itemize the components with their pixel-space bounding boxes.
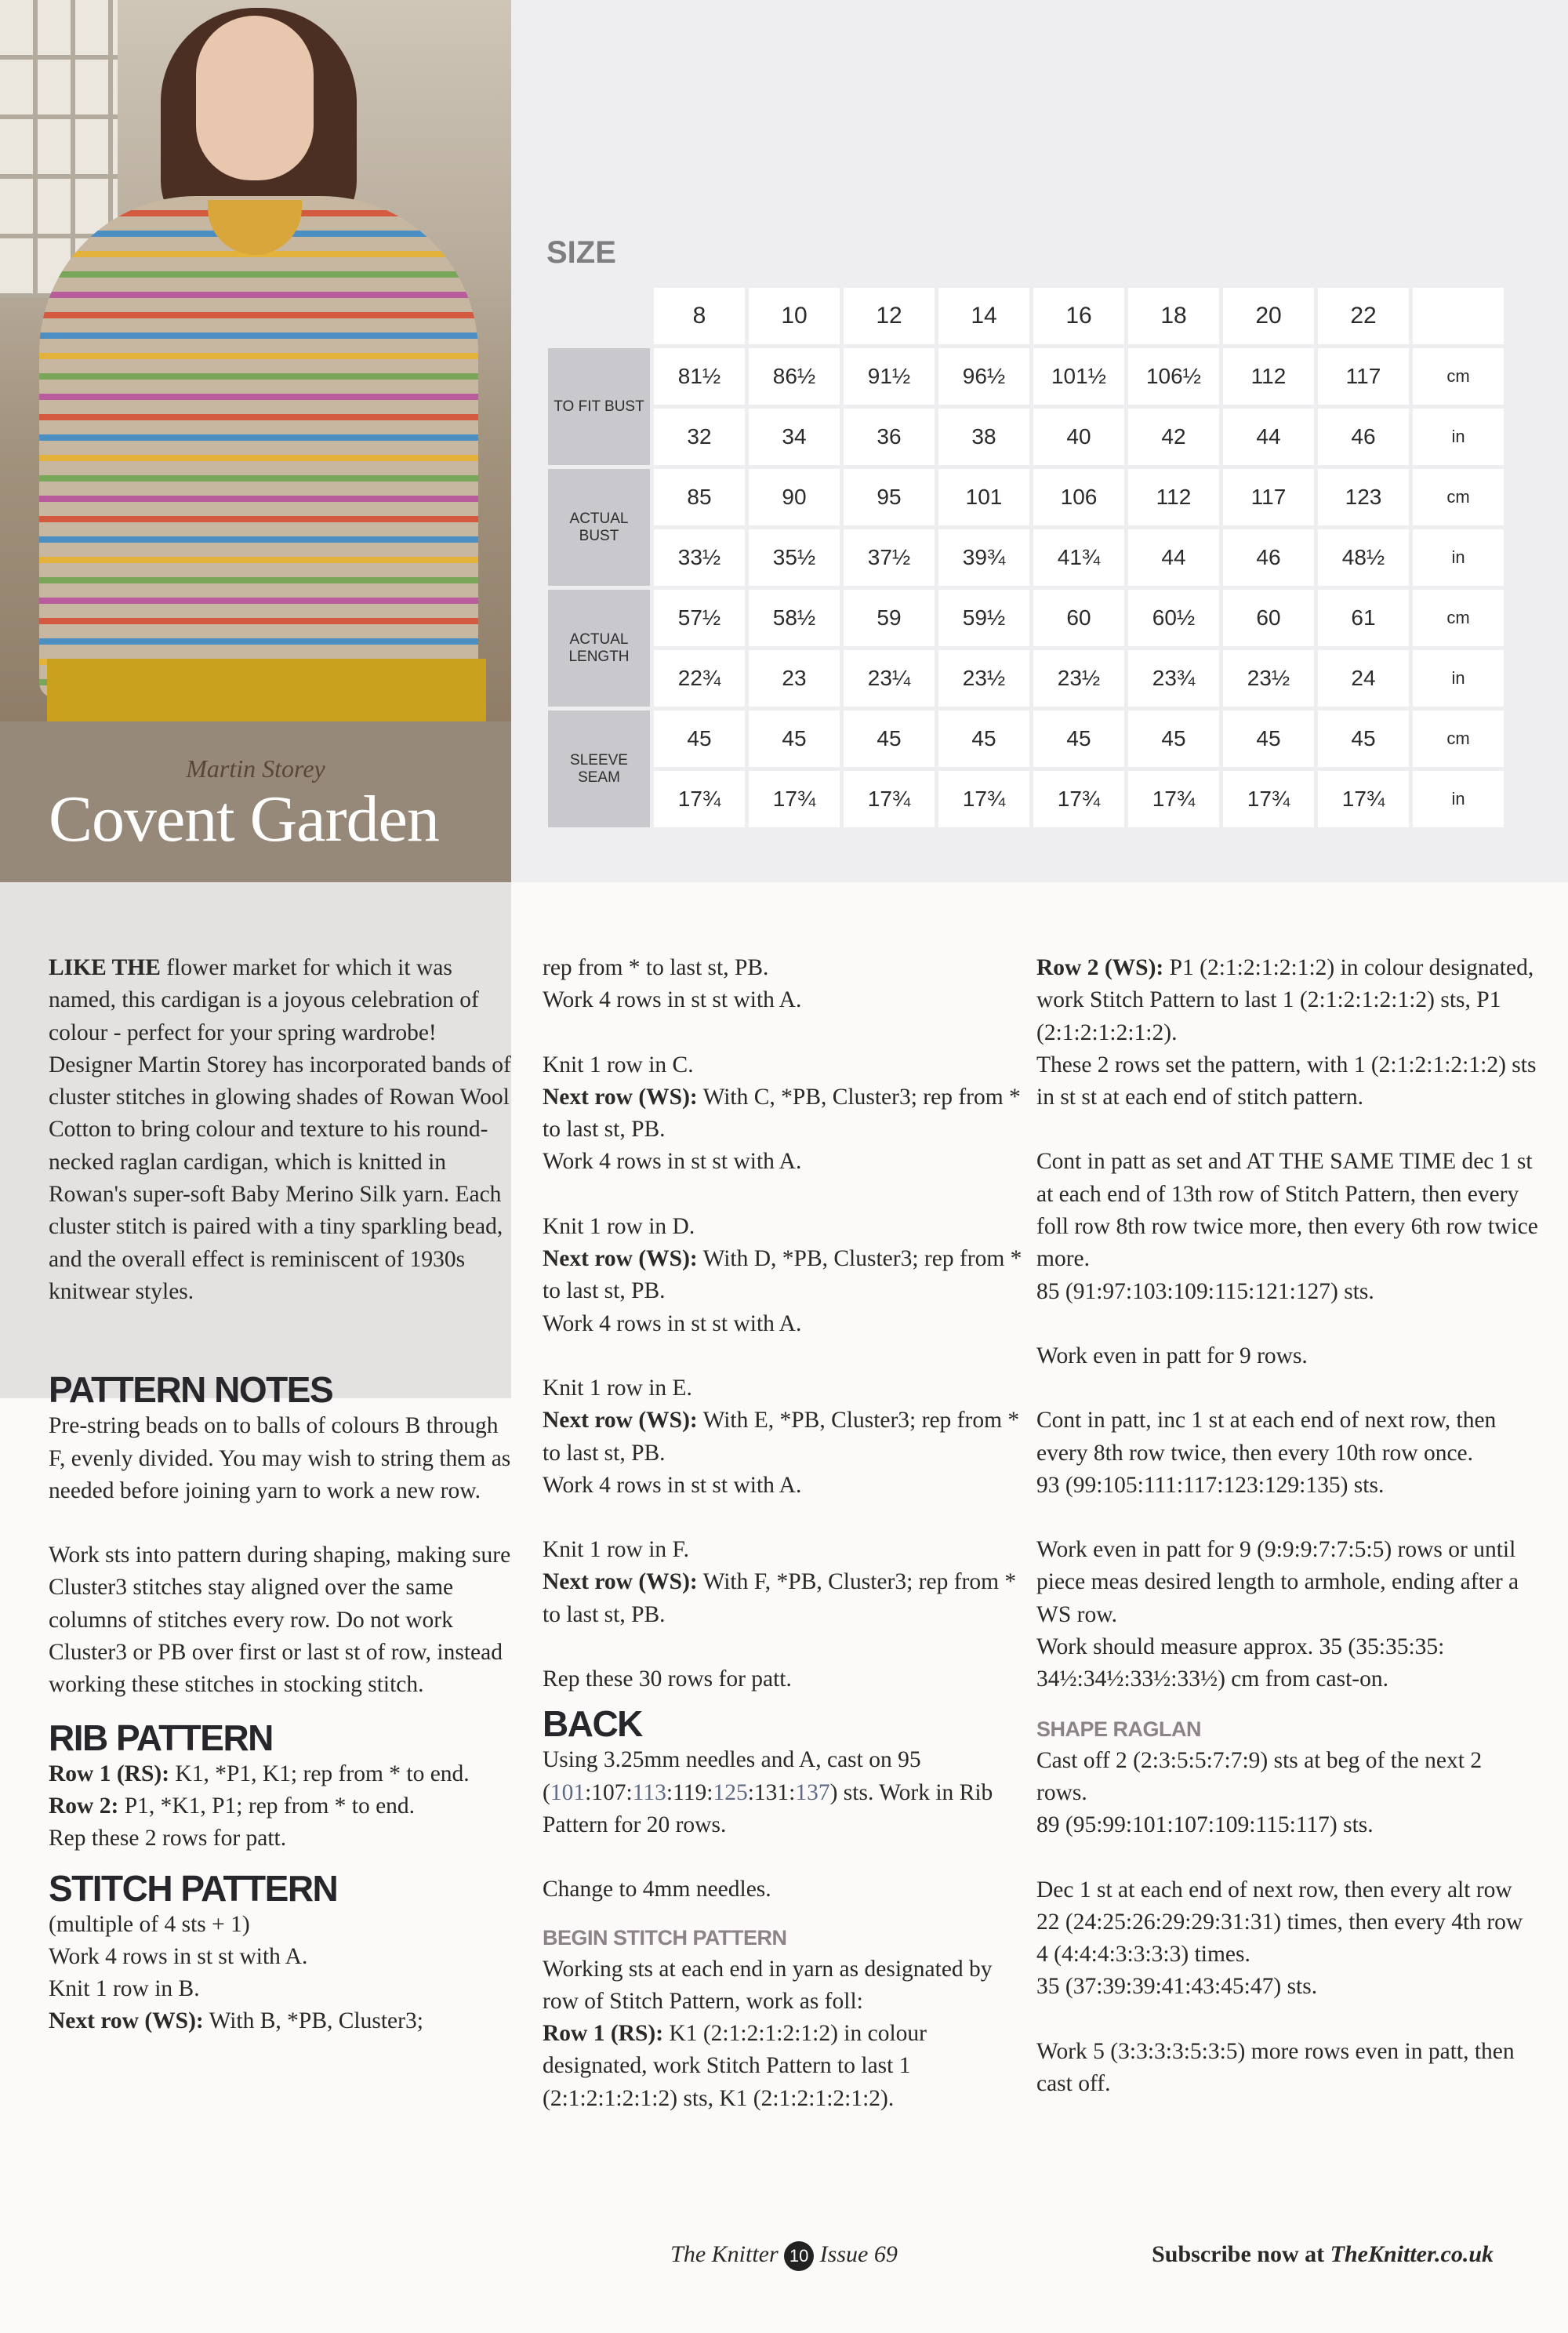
stitch-f-knit: Knit 1 row in F. — [543, 1537, 689, 1563]
stitch-repeat: Rep these 30 rows for patt. — [543, 1666, 792, 1692]
size-cell: 58½ — [749, 590, 840, 646]
size-cell: 61 — [1318, 590, 1409, 646]
begin-stitch-heading: BEGIN STITCH PATTERN — [543, 1925, 787, 1950]
size-header-cell: 12 — [844, 288, 935, 344]
striped-cardigan — [39, 196, 478, 698]
size-cell: 45 — [1033, 710, 1124, 767]
size-row — [548, 529, 1504, 586]
size-cell: 85 — [654, 469, 745, 525]
size-cell: 45 — [1128, 710, 1219, 767]
unit-cell: in — [1413, 771, 1504, 827]
measurement-label: ACTUAL BUST — [548, 469, 650, 586]
column-1 — [49, 952, 519, 2038]
size-cell: 23½ — [938, 650, 1029, 707]
raglan-cast-off: Cast off 2 (2:3:5:5:7:7:9) sts at beg of the next 2 rows. — [1036, 1747, 1483, 1805]
unit-cell: cm — [1413, 590, 1504, 646]
pattern-notes-p1: Pre-string beads on to balls of colours B through F, evenly divided. You may wish to string them as needed before joining yarn to work a new row. — [49, 1413, 511, 1503]
size-cell: 90 — [749, 469, 840, 525]
size-cell: 42 — [1128, 409, 1219, 465]
stitch-multiple: (multiple of 4 sts + 1) — [49, 1911, 250, 1937]
stitch-f-next: Next row (WS): With F, *PB, Cluster3; rep from * to last st, PB. — [543, 1569, 1017, 1627]
size-row — [548, 590, 1504, 646]
size-cell: 32 — [654, 409, 745, 465]
size-row — [548, 650, 1504, 707]
size-cell: 45 — [938, 710, 1029, 767]
size-cell: 22¾ — [654, 650, 745, 707]
size-cell: 101½ — [1033, 348, 1124, 405]
subscribe-line: Subscribe now at TheKnitter.co.uk — [1152, 2241, 1494, 2267]
size-cell: 46 — [1223, 529, 1314, 586]
size-cell: 17¾ — [749, 771, 840, 827]
size-row — [548, 771, 1504, 827]
size-cell: 46 — [1318, 409, 1409, 465]
stitch-c-next: Next row (WS): With C, *PB, Cluster3; rep from * to last st, PB. — [543, 1084, 1021, 1143]
page-number: 10 — [784, 2241, 814, 2271]
cont-dec-text: Cont in patt as set and AT THE SAME TIME dec 1 st at each end of 13th row of Stitch Pattern, then every foll row 8th row twice more, then every 6th row twice more. — [1036, 1149, 1538, 1272]
size-cell: 96½ — [938, 348, 1029, 405]
unit-cell: in — [1413, 529, 1504, 586]
pattern-title: Covent Garden — [49, 783, 439, 856]
back-cast-on: Using 3.25mm needles and A, cast on 95 (101:107:113:119:125:131:137) sts. Work in Rib Pattern for 20 rows. — [543, 1747, 993, 1837]
size-cell: 37½ — [844, 529, 935, 586]
size-cell: 60½ — [1128, 590, 1219, 646]
size-row — [548, 710, 1504, 767]
rib-repeat: Rep these 2 rows for patt. — [49, 1826, 287, 1852]
raglan-dec-sts: 35 (37:39:39:41:43:45:47) sts. — [1036, 1974, 1318, 2000]
size-cell: 23¼ — [844, 650, 935, 707]
size-cell: 41¾ — [1033, 529, 1124, 586]
stitch-line-2: Knit 1 row in B. — [49, 1976, 200, 2002]
size-cell: 59½ — [938, 590, 1029, 646]
stitch-c-knit: Knit 1 row in C. — [543, 1052, 694, 1077]
raglan-dec: Dec 1 st at each end of next row, then every alt row 22 (24:25:26:29:29:31:31) times, then every 4th row 4 (4:4:4:3:3:3:3) times. — [1036, 1877, 1523, 1968]
rib-row-1: Row 1 (RS): K1, *P1, K1; rep from * to end. — [49, 1761, 470, 1786]
stitch-c-work: Work 4 rows in st st with A. — [543, 1149, 802, 1175]
size-cell: 101 — [938, 469, 1029, 525]
size-cell: 45 — [749, 710, 840, 767]
issue-number: Issue 69 — [819, 2241, 898, 2267]
size-header-cell: 22 — [1318, 288, 1409, 344]
unit-cell: in — [1413, 409, 1504, 465]
column-2 — [543, 952, 1029, 2115]
stitch-e-knit: Knit 1 row in E. — [543, 1375, 692, 1401]
size-cell: 24 — [1318, 650, 1409, 707]
size-cell: 45 — [1318, 710, 1409, 767]
stitch-e-work: Work 4 rows in st st with A. — [543, 1472, 802, 1498]
measurement-label: TO FIT BUST — [548, 348, 650, 465]
intro-text: flower market for which it was named, this cardigan is a joyous celebration of colour - perfect for your spring wardrobe! Designer Martin Storey has incorporated bands of cluster stitches in glowing shades of Rowan Wool Cotton to bring colour and texture to his round-necked raglan cardigan, which is knitted in Rowan's super-soft Baby Merino Silk yarn. Each cluster stitch is paired with a tiny sparkling bead, and the overall effect is reminiscent of 1930s knitwear styles. — [49, 955, 511, 1304]
unit-cell: cm — [1413, 348, 1504, 405]
size-cell: 45 — [654, 710, 745, 767]
size-header-cell: 16 — [1033, 288, 1124, 344]
size-cell: 112 — [1223, 348, 1314, 405]
shape-raglan-heading: SHAPE RAGLAN — [1036, 1717, 1202, 1741]
rib-row-2: Row 2: P1, *K1, P1; rep from * to end. — [49, 1793, 416, 1819]
unit-cell: in — [1413, 650, 1504, 707]
size-cell: 60 — [1223, 590, 1314, 646]
size-cell: 106 — [1033, 469, 1124, 525]
measurement-label: ACTUAL LENGTH — [548, 590, 650, 707]
size-cell: 117 — [1318, 348, 1409, 405]
back-row-2: Row 2 (WS): P1 (2:1:2:1:2:1:2) in colour designated, work Stitch Pattern to last 1 (2:1:2:1:2:1:2) sts, P1 (2:1:2:1:2:1:2). — [1036, 955, 1534, 1045]
size-header-cell: 8 — [654, 288, 745, 344]
measure-text: Work should measure approx. 35 (35:35:35: 34½:34½:33½:33½) cm from cast-on. — [1036, 1634, 1445, 1692]
stitch-d-work: Work 4 rows in st st with A. — [543, 1310, 802, 1336]
size-cell: 38 — [938, 409, 1029, 465]
magazine-name: The Knitter — [670, 2241, 779, 2267]
size-header-cell: 10 — [749, 288, 840, 344]
size-cell: 23½ — [1033, 650, 1124, 707]
size-row — [548, 469, 1504, 525]
unit-cell: cm — [1413, 710, 1504, 767]
size-header-cell: 20 — [1223, 288, 1314, 344]
size-cell: 45 — [844, 710, 935, 767]
size-cell: 123 — [1318, 469, 1409, 525]
unit-header-cell — [1413, 288, 1504, 344]
column-3 — [1036, 952, 1538, 2100]
stitch-line-1: Work 4 rows in st st with A. — [49, 1943, 308, 1969]
size-cell: 23½ — [1223, 650, 1314, 707]
size-header-cell: 18 — [1128, 288, 1219, 344]
size-header-cell: 14 — [938, 288, 1029, 344]
size-cell: 17¾ — [844, 771, 935, 827]
size-cell: 44 — [1223, 409, 1314, 465]
size-cell: 48½ — [1318, 529, 1409, 586]
size-cell: 35½ — [749, 529, 840, 586]
size-cell: 45 — [1223, 710, 1314, 767]
cont-dec-sts: 85 (91:97:103:109:115:121:127) sts. — [1036, 1278, 1374, 1304]
stitch-next-row-b: Next row (WS): With B, *PB, Cluster3; — [49, 2008, 423, 2034]
stitch-b-rep: rep from * to last st, PB. — [543, 955, 769, 980]
stitch-d-next: Next row (WS): With D, *PB, Cluster3; rep from * to last st, PB. — [543, 1246, 1022, 1304]
size-cell: 81½ — [654, 348, 745, 405]
size-cell: 106½ — [1128, 348, 1219, 405]
raglan-cast-off-sts: 89 (95:99:101:107:109:115:117) sts. — [1036, 1812, 1374, 1838]
size-cell: 112 — [1128, 469, 1219, 525]
website-link[interactable]: TheKnitter.co.uk — [1330, 2241, 1494, 2267]
size-cell: 39¾ — [938, 529, 1029, 586]
size-heading: SIZE — [546, 235, 616, 270]
back-heading: BACK — [543, 1703, 642, 1745]
back-row-1: Row 1 (RS): K1 (2:1:2:1:2:1:2) in colour designated, work Stitch Pattern to last 1 (2:1:2:1:2:1:2) sts, K1 (2:1:2:1:2:1:2). — [543, 2021, 927, 2111]
size-cell: 17¾ — [654, 771, 745, 827]
size-row — [548, 409, 1504, 465]
size-cell: 59 — [844, 590, 935, 646]
stitch-d-knit: Knit 1 row in D. — [543, 1213, 695, 1239]
size-cell: 57½ — [654, 590, 745, 646]
stitch-b-work: Work 4 rows in st st with A. — [543, 987, 802, 1013]
designer-name: Martin Storey — [186, 754, 325, 783]
intro-lead: LIKE THE — [49, 955, 161, 980]
unit-cell: cm — [1413, 469, 1504, 525]
rib-pattern-heading: RIB PATTERN — [49, 1717, 273, 1758]
size-header-row — [548, 288, 1504, 344]
size-cell: 17¾ — [1223, 771, 1314, 827]
size-row — [548, 348, 1504, 405]
row-set-text: These 2 rows set the pattern, with 1 (2:1:2:1:2:1:2) sts in st st at each end of stitch pattern. — [1036, 1052, 1537, 1110]
stitch-pattern-heading: STITCH PATTERN — [49, 1867, 338, 1909]
size-cell: 23¾ — [1128, 650, 1219, 707]
size-cell: 33½ — [654, 529, 745, 586]
size-cell: 40 — [1033, 409, 1124, 465]
size-cell: 17¾ — [938, 771, 1029, 827]
work-even-1: Work even in patt for 9 rows. — [1036, 1343, 1308, 1368]
size-cell: 95 — [844, 469, 935, 525]
pattern-notes-heading: PATTERN NOTES — [49, 1369, 333, 1411]
size-cell: 36 — [844, 409, 935, 465]
size-cell: 44 — [1128, 529, 1219, 586]
back-needles: Change to 4mm needles. — [543, 1877, 771, 1902]
work-even-2: Work even in patt for 9 (9:9:9:7:7:5:5) rows or until piece meas desired length to armhole, ending after a WS row. — [1036, 1537, 1519, 1627]
size-cell: 17¾ — [1318, 771, 1409, 827]
size-cell: 91½ — [844, 348, 935, 405]
size-cell: 60 — [1033, 590, 1124, 646]
intro-paragraph — [49, 952, 519, 1308]
size-cell: 86½ — [749, 348, 840, 405]
measurement-label: SLEEVE SEAM — [548, 710, 650, 827]
size-cell: 17¾ — [1033, 771, 1124, 827]
size-cell: 17¾ — [1128, 771, 1219, 827]
cont-inc-sts: 93 (99:105:111:117:123:129:135) sts. — [1036, 1472, 1385, 1498]
begin-stitch-text: Working sts at each end in yarn as designated by row of Stitch Pattern, work as foll: — [543, 1956, 993, 2014]
size-cell: 23 — [749, 650, 840, 707]
yellow-skirt — [47, 659, 486, 721]
stitch-e-next: Next row (WS): With E, *PB, Cluster3; rep from * to last st, PB. — [543, 1408, 1020, 1466]
final-rows: Work 5 (3:3:3:3:5:3:5) more rows even in patt, then cast off. — [1036, 2038, 1515, 2097]
model-photo — [0, 0, 511, 721]
size-cell: 34 — [749, 409, 840, 465]
size-table — [544, 284, 1508, 831]
pattern-notes-p2: Work sts into pattern during shaping, making sure Cluster3 stitches stay aligned over the same columns of stitches every row. Do not work Cluster3 or PB over first or last st of row, instead working these stitches in stocking stitch. — [49, 1543, 511, 1698]
table-corner — [548, 288, 650, 344]
size-cell: 117 — [1223, 469, 1314, 525]
face-shape — [196, 16, 314, 180]
cont-inc-text: Cont in patt, inc 1 st at each end of next row, then every 8th row twice, then every 10th row once. — [1036, 1408, 1497, 1466]
